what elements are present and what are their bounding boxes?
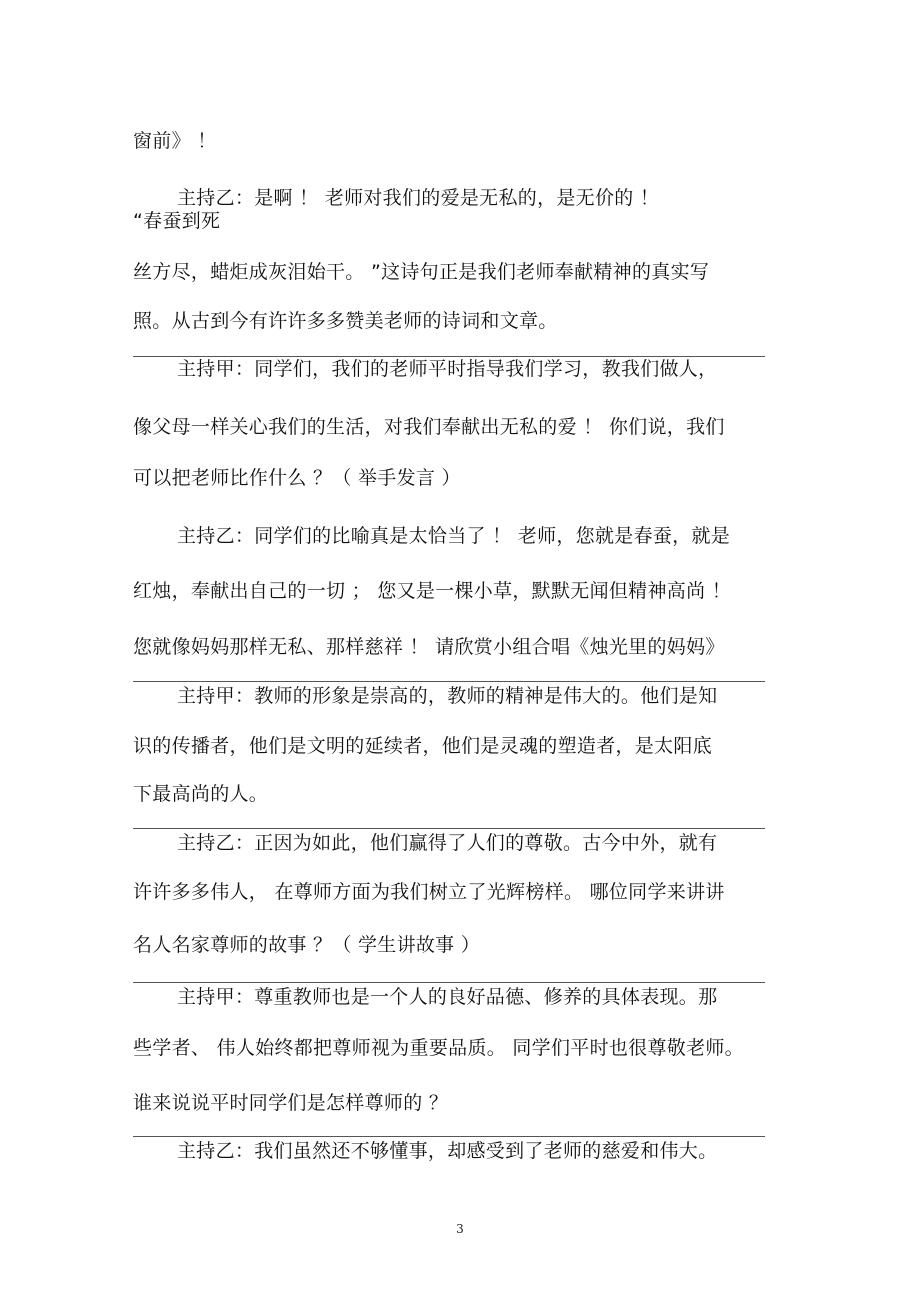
- text-line: 窗前》 ！: [133, 130, 217, 152]
- dialogue-line: 主持乙：同学们的比喻真是太恰当了 ！ 老师，您就是春蚕，就是: [177, 525, 731, 547]
- dialogue-line: 主持甲：同学们，我们的老师平时指导我们学习，教我们做人，: [177, 358, 718, 380]
- text-line: 谁来说说平时同学们是怎样尊师的 ？: [133, 1092, 449, 1114]
- divider-line: [133, 356, 765, 357]
- text-line: 丝方尽，蜡炬成灰泪始干。 ”这诗句正是我们老师奉献精神的真实写: [133, 261, 710, 283]
- text-line: 名人名家尊师的故事 ？（ 学生讲故事 ）: [133, 934, 481, 956]
- text-line: 您就像妈妈那样无私、那样慈祥 ！ 请欣赏小组合唱《烛光里的妈妈》: [133, 636, 725, 658]
- divider-line: [133, 982, 765, 983]
- text-line: 可以把老师比作什么 ？（ 举手发言 ）: [133, 467, 461, 489]
- divider-line: [133, 1136, 765, 1137]
- dialogue-line: 主持乙：我们虽然还不够懂事，却感受到了老师的慈爱和伟大。: [177, 1140, 718, 1162]
- dialogue-line: 主持乙：是啊 ！ 老师对我们的爱是无私的，是无价的 ！: [177, 187, 660, 209]
- divider-line: [133, 828, 765, 829]
- dialogue-line: 主持甲：尊重教师也是一个人的良好品德、修养的具体表现。那: [177, 986, 718, 1008]
- text-line: 像父母一样关心我们的生活，对我们奉献出无私的爱 ！ 你们说，我们: [133, 416, 725, 438]
- dialogue-line: 主持甲：教师的形象是崇高的，教师的精神是伟大的。他们是知: [177, 685, 718, 707]
- text-line: 许许多多伟人， 在尊师方面为我们树立了光辉榜样。 哪位同学来讲讲: [133, 881, 725, 903]
- text-line: 些学者、 伟人始终都把尊师视为重要品质。 同学们平时也很尊敬老师。: [133, 1037, 744, 1059]
- page-number: 3: [456, 1222, 464, 1236]
- text-line: 下最高尚的人。: [133, 783, 269, 805]
- text-line: 照。从古到今有许许多多赞美老师的诗词和文章。: [133, 310, 558, 332]
- text-line: “春蚕到死: [133, 210, 221, 232]
- dialogue-line: 主持乙：正因为如此，他们赢得了人们的尊敬。古今中外，就有: [177, 832, 718, 854]
- text-line: 识的传播者，他们是文明的延续者，他们是灵魂的塑造者，是太阳底: [133, 735, 713, 757]
- text-line: 红烛，奉献出自己的一切 ； 您又是一棵小草，默默无闻但精神高尚 ！: [133, 580, 732, 602]
- divider-line: [133, 681, 765, 682]
